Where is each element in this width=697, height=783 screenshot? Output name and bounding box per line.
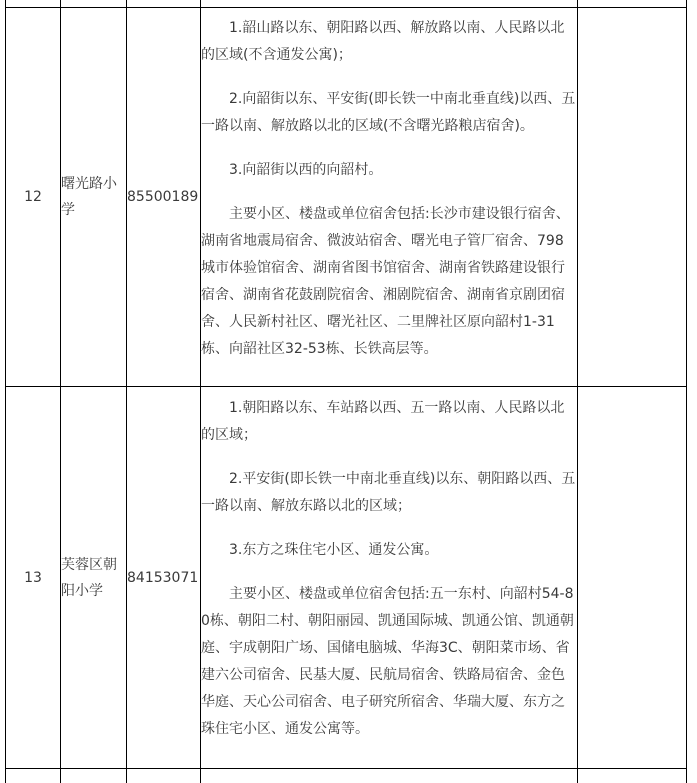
table-row [6,387,687,769]
row-number-cell [6,769,61,783]
district-paragraph: 2.平安街(即长铁一中南北垂直线)以东、朝阳路以西、五一路以南、解放东路以北的区域； [201,471,576,514]
school-name-cell [61,8,127,387]
row-number: 13 [24,569,42,586]
empty-cell [578,8,687,387]
district-description-cell [201,387,578,769]
table-row [6,8,687,387]
school-name-cell [61,769,127,783]
district-description-cell [201,8,578,387]
empty-cell [578,769,687,783]
row-number-cell [6,387,61,769]
district-paragraph: 3.东方之珠住宅小区、通发公寓。 [229,542,439,558]
table-row-partial-bottom [6,769,687,783]
school-district-table [5,0,687,783]
table-row-partial-top [6,0,687,8]
school-name-cell [61,0,127,8]
district-paragraph: 3.向韶街以西的向韶村。 [229,161,383,178]
district-description-cell [201,769,578,783]
district-paragraph: 1.朝阳路以东、车站路以西、五一路以南、人民路以北的区域； [201,400,565,443]
district-paragraph: 2.向韶街以东、平安街(即长铁一中南北垂直线)以西、五一路以南、解放路以北的区域(不含曙光路粮店宿舍)。 [201,90,576,134]
phone-cell [127,0,201,8]
school-name: 芙蓉区朝阳小学 [61,556,117,599]
phone-cell [127,8,201,387]
row-number: 12 [24,189,42,205]
row-number-cell [6,0,61,8]
empty-cell [578,387,687,769]
school-name-cell [61,387,127,769]
district-description-cell [201,0,578,8]
district-paragraph: 主要小区、楼盘或单位宿舍包括:长沙市建设银行宿舍、湖南省地震局宿舍、微波站宿舍、曙光电子管厂宿舍、798城市体验馆宿舍、湖南省图书馆宿舍、湖南省铁路建设银行宿舍、湖南省花鼓剧院宿舍、湘剧院宿舍、湖南省京剧团宿舍、人民新村社区、曙光社区、二里牌社区原向韶村1-31栋、向韶社区32-53栋、长铁高层等。 [201,205,570,357]
district-paragraph: 主要小区、楼盘或单位宿舍包括:五一东村、向韶村54-80栋、朝阳二村、朝阳丽园、凯通国际城、凯通公馆、凯通朝庭、宇成朝阳广场、国储电脑城、华海3C、朝阳菜市场、省建六公司宿舍、民基大厦、民航局宿舍、铁路局宿舍、金色华庭、天心公司宿舍、电子研究所宿舍、华瑞大厦、东方之珠住宅小区、通发公寓等。 [201,586,574,737]
phone-number: 85500189 [127,189,199,205]
phone-number: 84153071 [127,569,199,586]
empty-cell [578,0,687,8]
row-number-cell [6,8,61,387]
phone-cell [127,769,201,783]
phone-cell [127,387,201,769]
school-name: 曙光路小学 [61,176,117,218]
district-paragraph: 1.韶山路以东、朝阳路以西、解放路以南、人民路以北的区域(不含通发公寓)； [201,19,565,63]
